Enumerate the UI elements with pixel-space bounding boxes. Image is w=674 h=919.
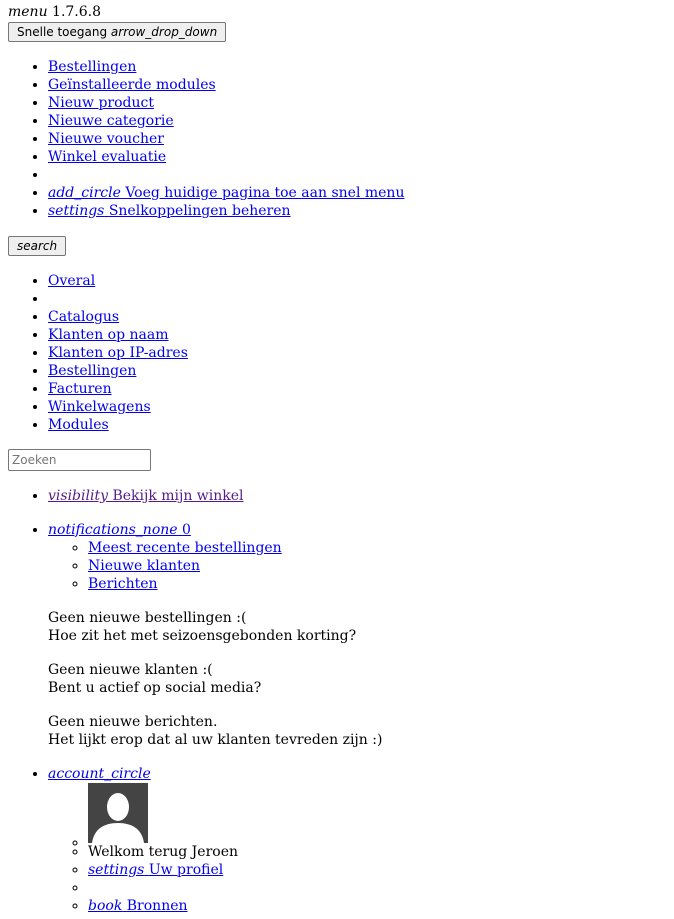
shop-link-list (8, 487, 668, 505)
account-circle-icon: account_circle (48, 766, 151, 782)
search-input-wrapper (8, 449, 668, 471)
version-label: 1.7.6.8 (52, 4, 102, 20)
notifications-count: 0 (182, 522, 191, 538)
book-icon: book (88, 898, 123, 914)
quick-access-item (48, 148, 668, 166)
quick-access-item (48, 184, 668, 202)
search-scope-customers-name[interactable]: Klanten op naam (48, 327, 169, 343)
welcome-text: Welkom terug Jeroen (88, 844, 239, 860)
empty-messages-text: Het lijkt erop dat al uw klanten tevreden zijn :) (48, 732, 383, 748)
tab-messages[interactable]: Berichten (88, 576, 158, 592)
quick-access-item (48, 130, 668, 148)
search-scope-item (48, 416, 668, 434)
account-item (48, 765, 668, 915)
empty-messages-message (48, 713, 668, 749)
header (8, 4, 668, 20)
tab-recent-orders[interactable]: Meest recente bestellingen (88, 540, 282, 556)
add-circle-icon: add_circle (48, 185, 121, 201)
search-scope-item (48, 362, 668, 380)
page-root (8, 4, 668, 915)
empty-orders-title: Geen nieuwe bestellingen :( (48, 610, 247, 626)
settings-icon: settings (48, 203, 105, 219)
view-shop-label: Bekijk mijn winkel (112, 488, 244, 504)
search-scope-invoices[interactable]: Facturen (48, 381, 112, 397)
manage-shortcuts-label: Snelkoppelingen beheren (108, 203, 291, 219)
quick-access-list (8, 58, 668, 220)
search-scope-customers-ip[interactable]: Klanten op IP-adres (48, 345, 188, 361)
quick-access-divider (48, 166, 668, 184)
quick-access-link-modules[interactable]: Geïnstalleerde modules (48, 77, 216, 93)
search-scope-item (48, 272, 668, 290)
empty-orders-message (48, 609, 668, 645)
search-scope-item (48, 398, 668, 416)
empty-customers-message (48, 661, 668, 697)
empty-messages-title: Geen nieuwe berichten. (48, 714, 218, 730)
profile-link[interactable] (88, 862, 223, 878)
view-shop-link[interactable] (48, 488, 244, 504)
arrow-drop-down-icon: arrow_drop_down (110, 25, 218, 39)
quick-access-item (48, 202, 668, 220)
quick-access-link-shop-evaluation[interactable]: Winkel evaluatie (48, 149, 167, 165)
quick-access-link-new-product[interactable]: Nieuw product (48, 95, 154, 111)
search-scope-item (48, 308, 668, 326)
profile-label: Uw profiel (148, 862, 224, 878)
notifications-tab (88, 575, 668, 593)
tab-new-customers[interactable]: Nieuwe klanten (88, 558, 200, 574)
notifications-toggle[interactable] (48, 522, 191, 538)
account-resources-item (88, 897, 668, 915)
avatar (88, 783, 148, 843)
account-list (8, 765, 668, 915)
search-scope-list (8, 272, 668, 434)
account-welcome-item (88, 843, 668, 861)
quick-access-button[interactable] (8, 22, 226, 42)
quick-access-item (48, 94, 668, 112)
search-icon: search (17, 239, 58, 253)
search-scope-modules[interactable]: Modules (48, 417, 109, 433)
search-scope-divider (48, 290, 668, 308)
account-menu (48, 783, 668, 915)
quick-access-link-new-category[interactable]: Nieuwe categorie (48, 113, 174, 129)
quick-access-item (48, 58, 668, 76)
empty-orders-text: Hoe zit het met seizoensgebonden korting? (48, 628, 357, 644)
quick-access-link-new-voucher[interactable]: Nieuwe voucher (48, 131, 164, 147)
notifications-tab (88, 539, 668, 557)
shop-link-item (48, 487, 668, 505)
search-scope-item (48, 380, 668, 398)
quick-access-item (48, 76, 668, 94)
search-scope-item (48, 326, 668, 344)
notifications-list (8, 521, 668, 749)
quick-access-item (48, 112, 668, 130)
quick-access-label: Snelle toegang (17, 25, 108, 39)
avatar-silhouette-icon (88, 783, 148, 843)
search-scope-carts[interactable]: Winkelwagens (48, 399, 151, 415)
add-to-quick-access-link[interactable] (48, 185, 404, 201)
search-button-wrapper (8, 236, 668, 256)
notifications-none-icon: notifications_none (48, 522, 178, 538)
account-avatar-item (88, 783, 668, 843)
search-button[interactable] (8, 236, 66, 256)
visibility-icon: visibility (48, 488, 108, 504)
resources-label: Bronnen (126, 898, 188, 914)
search-scope-catalog[interactable]: Catalogus (48, 309, 120, 325)
menu-icon[interactable]: menu (8, 4, 48, 20)
quick-access-wrapper (8, 22, 668, 42)
manage-shortcuts-link[interactable] (48, 203, 291, 219)
notifications-item (48, 521, 668, 749)
notifications-tab (88, 557, 668, 575)
empty-customers-title: Geen nieuwe klanten :( (48, 662, 213, 678)
account-divider (88, 879, 668, 897)
search-input[interactable] (8, 449, 151, 471)
empty-customers-text: Bent u actief op social media? (48, 680, 262, 696)
resources-link[interactable] (88, 898, 188, 914)
search-scope-orders[interactable]: Bestellingen (48, 363, 137, 379)
add-to-quick-access-label: Voeg huidige pagina toe aan snel menu (125, 185, 405, 201)
notifications-tabs (48, 539, 668, 593)
account-profile-item (88, 861, 668, 879)
search-scope-item (48, 344, 668, 362)
search-scope-everywhere[interactable]: Overal (48, 273, 96, 289)
quick-access-link-orders[interactable]: Bestellingen (48, 59, 137, 75)
settings-icon: settings (88, 862, 145, 878)
account-toggle[interactable] (48, 766, 151, 782)
